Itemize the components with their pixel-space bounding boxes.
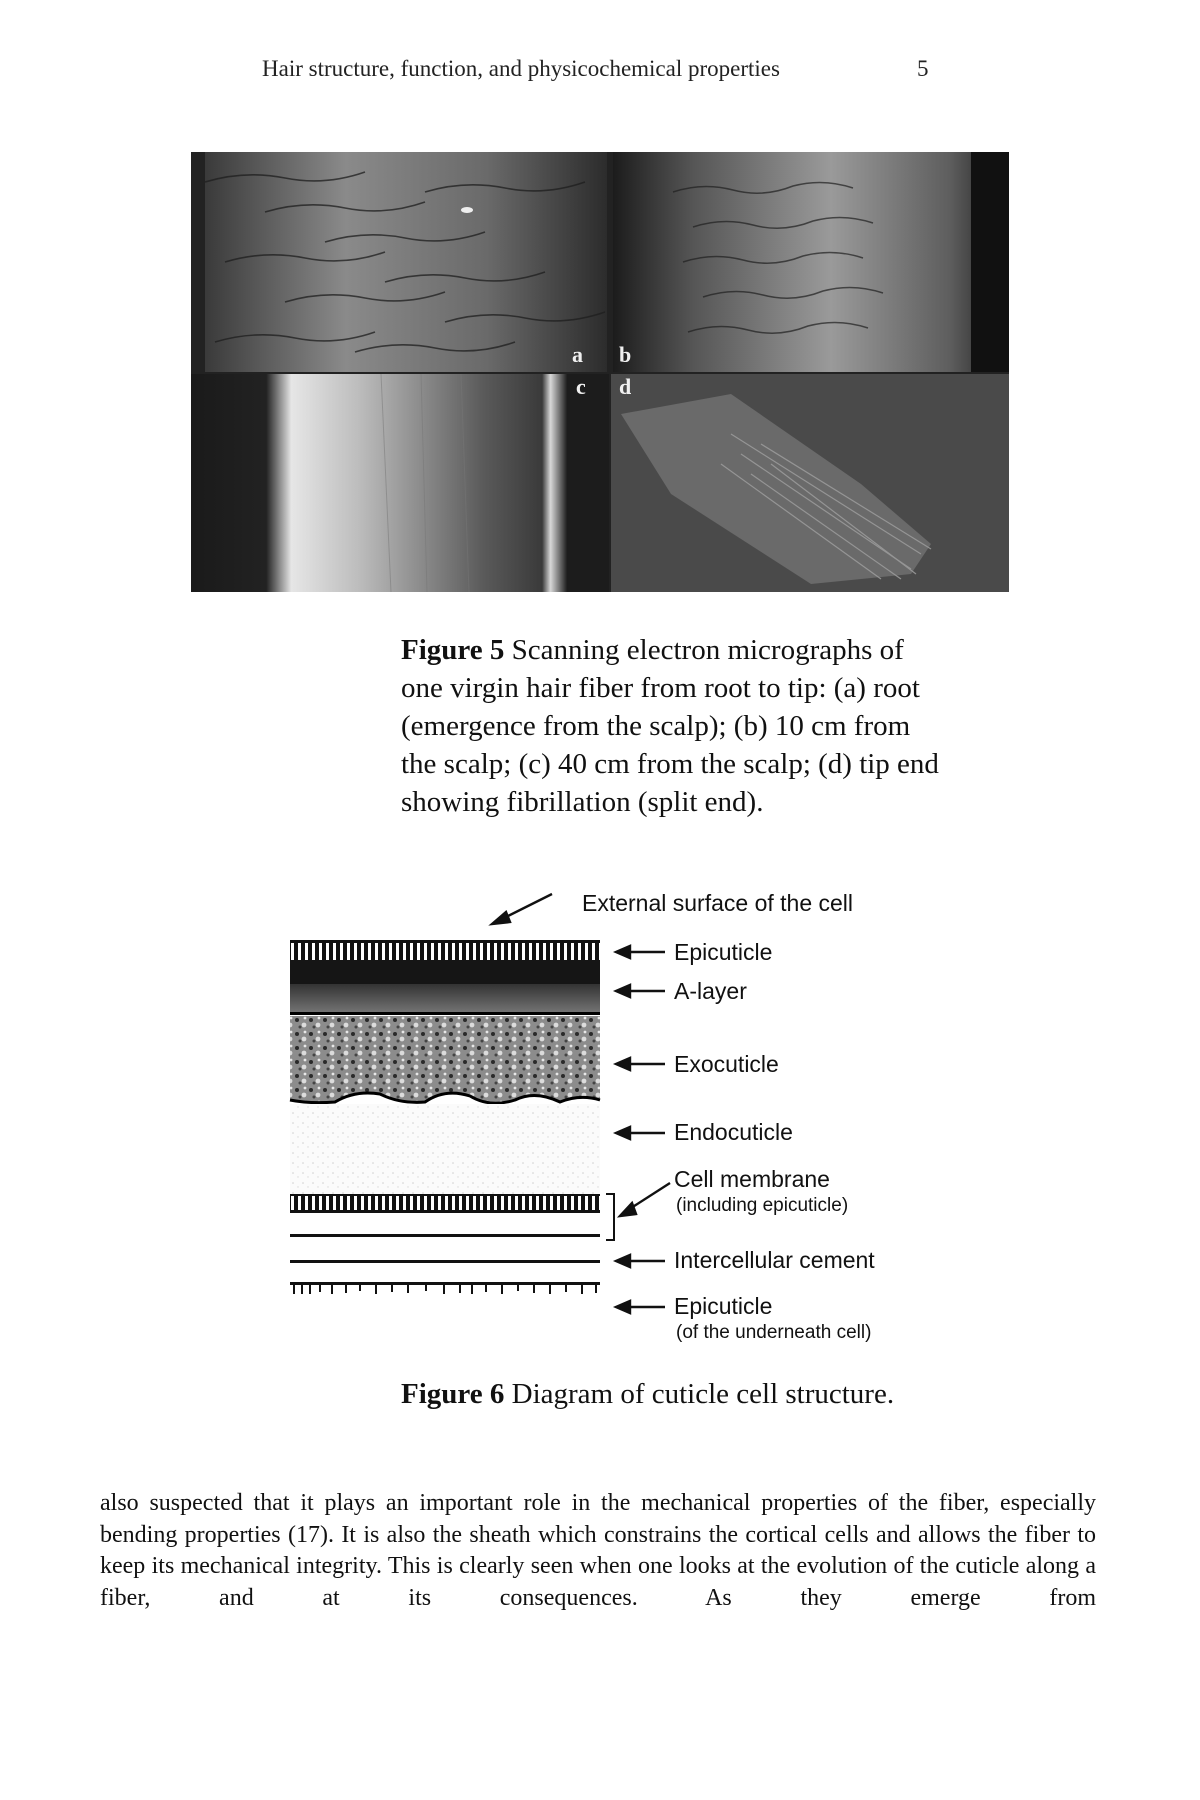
body-paragraph-text: also suspected that it plays an important role in the mechanical properties of the fiber, especially bending properties (17). It is also the sheath which constrains the cortical cells and allows the fiber to keep its mechanical integrity. This is clearly seen when one looks at the evolution of the cuticle along a fiber, and at its consequences. As they emerge from [100,1490,1096,1611]
panel-label-a: a [572,342,583,367]
label-exocuticle: Exocuticle [674,1051,779,1077]
figure-5-caption-text: Scanning electron micrographs of one virgin hair fiber from root to tip: (a) root (emergence from the scalp); (b) 10 cm from the scalp; (c) 40 cm from the scalp; (d) tip end showing fibrillation (split end). [401,634,939,818]
label-endocuticle: Endocuticle [674,1119,793,1145]
body-paragraph [100,1488,1096,1614]
micrograph-panel-d [611,374,1009,592]
panel-label-b: b [619,342,632,367]
running-title: Hair structure, function, and physicochemical properties [262,56,780,81]
cuticle-diagram-drawing [280,890,940,1350]
label-intercellular-cement: Intercellular cement [674,1247,875,1273]
micrograph-panel-a [205,152,607,372]
figure-5-caption-label: Figure 5 [401,634,505,666]
label-epicuticle-underneath-sub: (of the underneath cell) [676,1322,872,1343]
figure-6-cuticle-diagram [280,890,940,1350]
label-epicuticle: Epicuticle [674,939,773,965]
micrograph-panel-c [191,374,609,592]
label-cell-membrane-sub: (including epicuticle) [676,1195,849,1216]
label-epicuticle-underneath: Epicuticle [674,1293,773,1319]
figure-5-caption [401,631,941,821]
panel-label-c: c [576,374,586,399]
label-a-layer: A-layer [674,978,747,1004]
figure-5-micrographs [191,152,1009,592]
figure-6-caption-text: Diagram of cuticle cell structure. [511,1378,895,1410]
label-cell-membrane: Cell membrane [674,1166,830,1192]
page-number: 5 [917,56,929,81]
micrograph-panel-b [613,152,1009,372]
panel-label-d: d [619,374,632,399]
figure-6-caption-label: Figure 6 [401,1378,505,1410]
label-external-surface: External surface of the cell [582,890,854,916]
figure-6-caption [401,1375,941,1413]
